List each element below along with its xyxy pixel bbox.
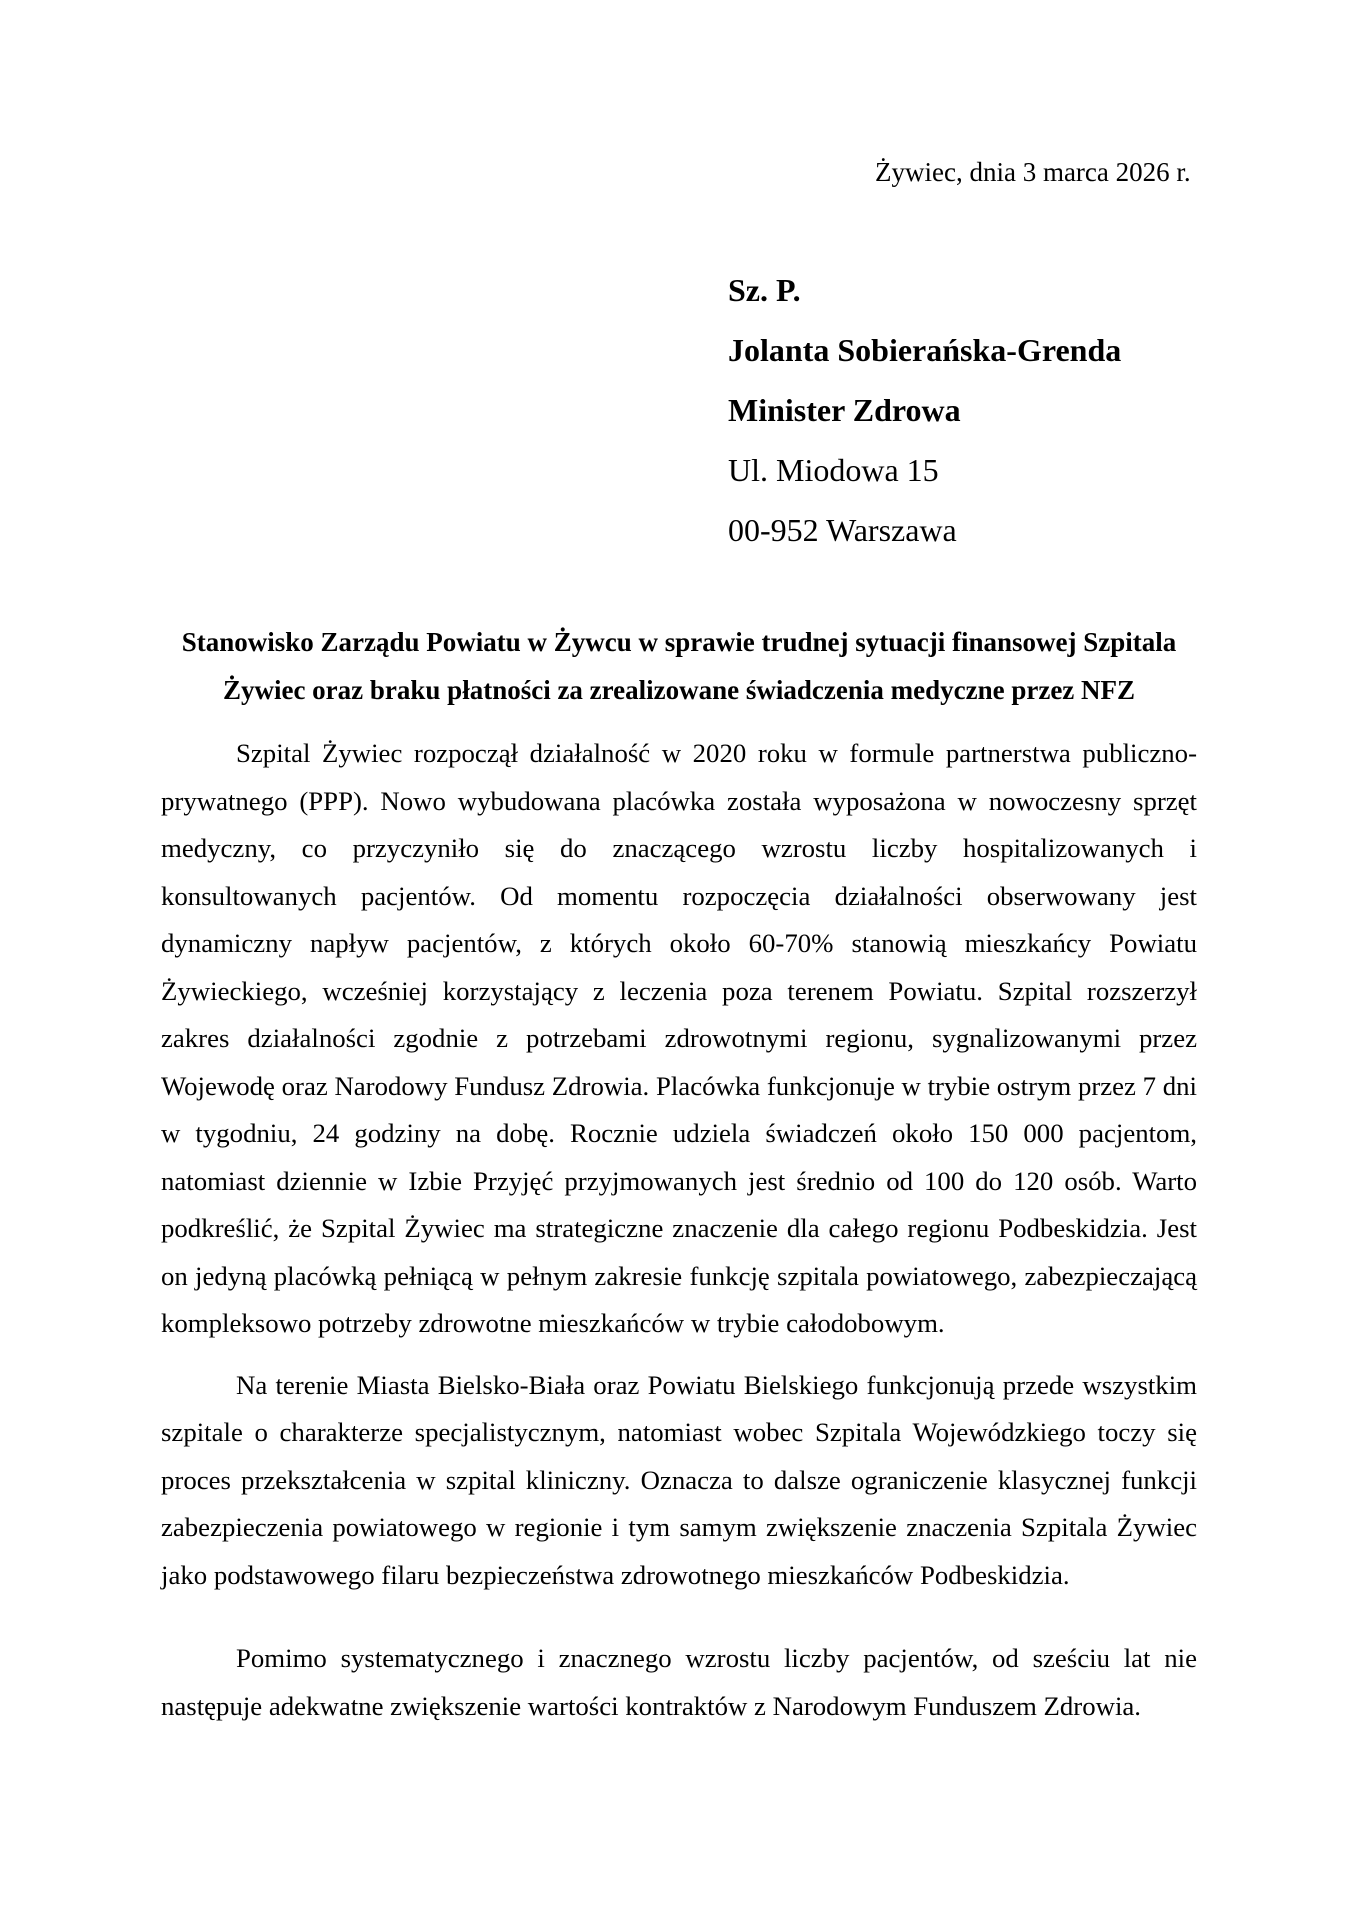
recipient-name: Jolanta Sobierańska-Grenda bbox=[728, 332, 1122, 368]
recipient-block bbox=[728, 260, 1197, 560]
recipient-salutation: Sz. P. bbox=[728, 272, 801, 308]
recipient-position: Minister Zdrowa bbox=[728, 392, 961, 428]
paragraph-nfz-contracts: Pomimo systematycznego i znacznego wzrostu liczby pacjentów, od sześciu lat nie następuje adekwatne zwiększenie wartości kontraktów z Narodowym Funduszem Zdrowia. bbox=[161, 1643, 1197, 1721]
subject-line-1: Stanowisko Zarządu Powiatu w Żywcu w sprawie trudnej sytuacji finansowej Szpitala bbox=[181, 627, 1177, 657]
letter-subject-title bbox=[161, 618, 1197, 714]
paragraph-regional-context: Na terenie Miasta Bielsko-Biała oraz Powiatu Bielskiego funkcjonują przede wszystkim szpitale o charakterze specjalistycznym, natomiast wobec Szpitala Wojewódzkiego toczy się proces przekształcenia w szpital kliniczny. Oznacza to dalsze ograniczenie klasycznej funkcji zabezpieczenia powiatowego w regionie i tym samym zwiększenie znaczenia Szpitala Żywiec jako podstawowego filaru bezpieczeństwa zdrowotnego mieszkańców Podbeskidzia. bbox=[161, 1369, 1197, 1590]
recipient-city: 00-952 Warszawa bbox=[728, 512, 957, 548]
subject-line-2: Żywiec oraz braku płatności za zrealizowane świadczenia medyczne przez NFZ bbox=[222, 675, 1136, 705]
letter-date-line: Żywiec, dnia 3 marca 2026 r. bbox=[875, 157, 1191, 187]
paragraph-hospital-history: Szpital Żywiec rozpoczął działalność w 2020 roku w formule partnerstwa publiczno-prywatnego (PPP). Nowo wybudowana placówka została wyposażona w nowoczesny sprzęt medyczny, co przyczyniło się do znaczącego wzrostu liczby hospitalizowanych i konsultowanych pacjentów. Od momentu rozpoczęcia działalności obserwowany jest dynamiczny napływ pacjentów, z których około 60-70% stanowią mieszkańcy Powiatu Żywieckiego, wcześniej korzystający z leczenia poza terenem Powiatu. Szpital rozszerzył zakres działalności zgodnie z potrzebami zdrowotnymi regionu, sygnalizowanymi przez Wojewodę oraz Narodowy Fundusz Zdrowia. Placówka funkcjonuje w trybie ostrym przez 7 dni w tygodniu, 24 godziny na dobę. Rocznie udziela świadczeń około 150 000 pacjentom, natomiast dziennie w Izbie Przyjęć przyjmowanych jest średnio od 100 do 120 osób. Warto podkreślić, że Szpital Żywiec ma strategiczne znaczenie dla całego regionu Podbeskidzia. Jest on jedyną placówką pełniącą w pełnym zakresie funkcję szpitala powiatowego, zabezpieczającą kompleksowo potrzeby zdrowotne mieszkańców w trybie całodobowym. bbox=[161, 738, 1197, 1338]
recipient-street: Ul. Miodowa 15 bbox=[728, 452, 939, 488]
